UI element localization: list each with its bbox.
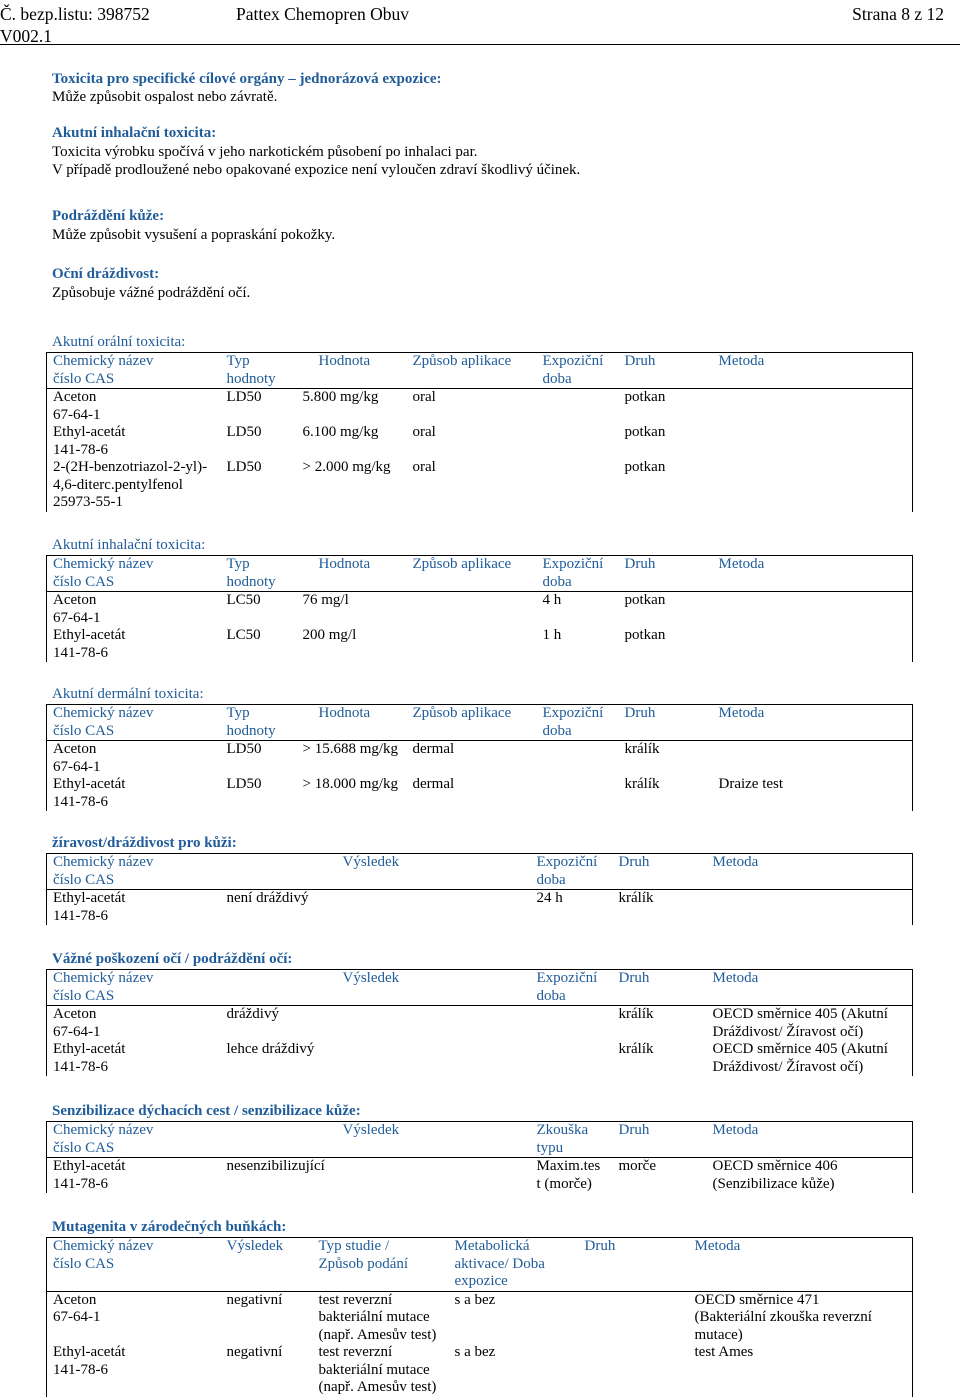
row-cas: 141-78-6 [47, 794, 221, 812]
dermal-title: Akutní dermální toxicita: [52, 686, 204, 702]
col-chem-name: Chemický název [47, 1122, 221, 1140]
row-test-cont: t (morče) [536, 1175, 592, 1192]
col-cas: číslo CAS [47, 988, 221, 1006]
doc-number: Č. bezp.listu: 398752 [0, 4, 150, 24]
table-row [47, 459, 913, 477]
row-method-cont: Dráždivost/ Žíravost očí) [707, 1059, 913, 1077]
col-cas: číslo CAS [47, 872, 221, 890]
row-value: > 15.688 mg/kg [302, 741, 399, 757]
row-cas: 141-78-6 [47, 442, 221, 460]
row-species: potkan [624, 627, 666, 643]
table-row [47, 424, 913, 442]
row-cas: 25973-55-1 [47, 494, 221, 512]
row-cas: 67-64-1 [47, 407, 221, 425]
col-exposure-2: doba [537, 723, 619, 741]
col-species: Druh [579, 1238, 689, 1256]
row-species: potkan [624, 592, 666, 608]
row-route: oral [412, 424, 436, 440]
col-cas: číslo CAS [47, 371, 221, 389]
row-cas: 141-78-6 [47, 908, 221, 926]
mutagenicity-table [46, 1237, 912, 1397]
col-method: Metoda [707, 970, 913, 988]
row-route: oral [412, 459, 436, 475]
col-cas: číslo CAS [47, 723, 221, 741]
row-cas: 67-64-1 [47, 610, 221, 628]
row-value: 200 mg/l [302, 627, 357, 643]
row-exposure: 4 h [542, 592, 562, 608]
table-row [47, 1344, 913, 1362]
row-result: negativní [226, 1344, 283, 1360]
col-route: Způsob aplikace [407, 556, 537, 574]
row-method: OECD směrnice 471 [689, 1291, 913, 1309]
table-row [47, 741, 913, 759]
col-activation-2: aktivace/ Doba [454, 1255, 545, 1272]
col-type: Typ [221, 556, 297, 574]
col-chem-name: Chemický název [47, 705, 221, 723]
col-value: Hodnota [297, 353, 407, 371]
stot-text: Může způsobit ospalost nebo závratě. [52, 89, 278, 105]
row-value: > 18.000 mg/kg [302, 776, 399, 792]
row-name: Aceton [47, 389, 221, 407]
row-value: 76 mg/l [302, 592, 349, 608]
col-type-2: hodnoty [221, 723, 297, 741]
col-study-2: Způsob podání [318, 1255, 409, 1272]
col-chem-name: Chemický název [47, 854, 221, 872]
row-route: oral [412, 389, 436, 405]
row-cas: 141-78-6 [47, 1176, 221, 1194]
col-route: Způsob aplikace [407, 705, 537, 723]
table-row [47, 1006, 913, 1024]
row-value: 5.800 mg/kg [302, 389, 379, 405]
stot-title: Toxicita pro specifické cílové orgány – jednorázová expozice: [52, 71, 442, 87]
oral-table [46, 352, 912, 512]
eye-damage-table [46, 969, 912, 1076]
eye-irritation-text: Způsobuje vážné podráždění očí. [52, 285, 251, 301]
row-method-cont: Dráždivost/ Žíravost očí) [707, 1024, 913, 1042]
inhalation-text-1: Toxicita výrobku spočívá v jeho narkotickém působení po inhalaci par. [52, 144, 478, 160]
row-cas: 141-78-6 [47, 1059, 221, 1077]
row-species: potkan [624, 424, 666, 440]
col-exposure-2: doba [531, 988, 613, 1006]
col-result: Výsledek [221, 1238, 313, 1256]
col-cas: číslo CAS [47, 574, 221, 592]
col-chem-name: Chemický název [47, 353, 221, 371]
row-route: dermal [412, 741, 455, 757]
col-activation: Metabolická [449, 1238, 579, 1256]
row-method-cont: (Bakteriální zkouška reverzní [689, 1309, 913, 1327]
col-exposure: Expoziční [531, 970, 613, 988]
col-cas: číslo CAS [47, 1256, 221, 1274]
row-species: králík [618, 1041, 654, 1057]
header-divider [0, 44, 960, 45]
row-route: dermal [412, 776, 455, 792]
row-value: 6.100 mg/kg [302, 424, 379, 440]
row-name: Ethyl-acetát [47, 890, 221, 908]
row-type: LC50 [226, 592, 261, 608]
row-name: Aceton [47, 1006, 221, 1024]
row-method: test Ames [689, 1344, 913, 1362]
row-method-cont: (Senzibilizace kůže) [707, 1176, 913, 1194]
table-row [47, 389, 913, 407]
table-row [47, 1041, 913, 1059]
table-row [47, 1291, 913, 1309]
row-activation: s a bez [454, 1291, 496, 1308]
row-study-cont: bakteriální mutace [318, 1361, 430, 1378]
row-result: lehce dráždivý [226, 1041, 315, 1057]
table-row [47, 592, 913, 610]
row-method: OECD směrnice 405 (Akutní [707, 1041, 913, 1059]
col-species: Druh [613, 970, 707, 988]
row-method: OECD směrnice 405 (Akutní [707, 1006, 913, 1024]
inhal-table-title: Akutní inhalační toxicita: [52, 537, 206, 553]
table-row [47, 627, 913, 645]
row-name: Ethyl-acetát [47, 1158, 221, 1176]
row-type: LD50 [226, 424, 262, 440]
table-row [47, 1158, 913, 1176]
col-species: Druh [619, 353, 713, 371]
col-value: Hodnota [297, 705, 407, 723]
row-test: Maxim.tes [536, 1158, 601, 1174]
col-type: Typ [221, 705, 297, 723]
row-exposure: 24 h [536, 890, 563, 906]
product-name: Pattex Chemopren Obuv [236, 4, 410, 24]
row-species: králík [618, 890, 654, 906]
page-header [0, 0, 960, 46]
col-exposure: Expoziční [537, 556, 619, 574]
page-number: Strana 8 z 12 [852, 4, 944, 24]
row-result: dráždivý [226, 1006, 279, 1022]
inhalation-title: Akutní inhalační toxicita: [52, 125, 217, 141]
dermal-table [46, 704, 912, 811]
row-name: Aceton [47, 1291, 221, 1309]
col-method: Metoda [707, 854, 913, 872]
row-name: Ethyl-acetát [47, 424, 221, 442]
row-exposure: 1 h [542, 627, 562, 643]
col-exposure: Expoziční [537, 353, 619, 371]
row-species: morče [618, 1158, 656, 1174]
row-name-cont: 4,6-diterc.pentylfenol [47, 477, 221, 495]
col-study: Typ studie / [313, 1238, 449, 1256]
row-name: Ethyl-acetát [47, 776, 221, 794]
row-species: potkan [624, 389, 666, 405]
eye-damage-title: Vážné poškození očí / podráždění očí: [52, 951, 293, 967]
row-species: králík [624, 741, 660, 757]
row-method-cont: mutace) [689, 1327, 913, 1345]
row-study: test reverzní [318, 1344, 393, 1360]
row-name: Ethyl-acetát [47, 1041, 221, 1059]
row-method: OECD směrnice 406 [707, 1158, 913, 1176]
inhal-table [46, 555, 912, 662]
col-method: Metoda [713, 556, 913, 574]
oral-title: Akutní orální toxicita: [52, 334, 186, 350]
col-species: Druh [613, 1122, 707, 1140]
col-exposure: Expoziční [531, 854, 613, 872]
col-species: Druh [619, 705, 713, 723]
col-test-2: typu [531, 1140, 613, 1158]
col-chem-name: Chemický název [47, 556, 221, 574]
col-type-2: hodnoty [221, 371, 297, 389]
version: V002.1 [0, 26, 53, 46]
col-exposure-2: doba [531, 872, 613, 890]
col-chem-name: Chemický název [47, 970, 221, 988]
row-study-cont: bakteriální mutace [318, 1309, 430, 1325]
col-species: Druh [619, 556, 713, 574]
row-name: Ethyl-acetát [47, 627, 221, 645]
col-result: Výsledek [221, 970, 531, 988]
row-result: není dráždivý [226, 890, 309, 906]
row-study: test reverzní [318, 1291, 393, 1308]
col-exposure-2: doba [537, 371, 619, 389]
col-value: Hodnota [297, 556, 407, 574]
row-cas: 67-64-1 [47, 1309, 221, 1327]
row-species: potkan [624, 459, 666, 475]
eye-irritation-title: Oční dráždivost: [52, 266, 160, 282]
col-type: Typ [221, 353, 297, 371]
row-species: králík [618, 1006, 654, 1022]
row-cas: 141-78-6 [47, 645, 221, 663]
row-result: nesenzibilizující [226, 1158, 325, 1174]
table-row [47, 890, 913, 908]
row-name: Aceton [47, 741, 221, 759]
row-value: > 2.000 mg/kg [302, 459, 391, 475]
skin-irritation-text: Může způsobit vysušení a popraskání pokožky. [52, 227, 336, 243]
col-exposure-2: doba [537, 574, 619, 592]
row-type: LD50 [226, 389, 262, 405]
row-name: Ethyl-acetát [47, 1344, 221, 1362]
row-name: Aceton [47, 592, 221, 610]
row-result: negativní [226, 1291, 283, 1308]
col-test: Zkouška [531, 1122, 613, 1140]
inhalation-text-2: V případě prodloužené nebo opakované expozice není vyloučen zdraví škodlivý účinek. [52, 162, 581, 178]
table-row [47, 776, 913, 794]
skin-irritation-title: Podráždění kůže: [52, 208, 165, 224]
col-exposure: Expoziční [537, 705, 619, 723]
mutagenicity-title: Mutagenita v zárodečných buňkách: [52, 1219, 287, 1235]
row-study-cont: (např. Amesův test) [318, 1379, 437, 1395]
col-route: Způsob aplikace [407, 353, 537, 371]
col-result: Výsledek [221, 854, 531, 872]
col-result: Výsledek [221, 1122, 531, 1140]
row-cas: 67-64-1 [47, 1024, 221, 1042]
row-type: LD50 [226, 741, 262, 757]
col-species: Druh [613, 854, 707, 872]
col-method: Metoda [707, 1122, 913, 1140]
sensitization-table [46, 1121, 912, 1193]
row-cas: 141-78-6 [47, 1362, 221, 1380]
row-activation: s a bez [454, 1344, 496, 1360]
row-type: LD50 [226, 459, 262, 475]
corrosion-table [46, 853, 912, 925]
col-method: Metoda [689, 1238, 913, 1256]
col-cas: číslo CAS [47, 1140, 221, 1158]
col-activation-3: expozice [449, 1273, 579, 1291]
row-type: LD50 [226, 776, 262, 792]
row-method: Draize test [713, 776, 913, 794]
col-chem-name: Chemický název [47, 1238, 221, 1256]
col-method: Metoda [713, 705, 913, 723]
col-type-2: hodnoty [221, 574, 297, 592]
row-type: LC50 [226, 627, 261, 643]
row-species: králík [624, 776, 660, 792]
row-cas: 67-64-1 [47, 759, 221, 777]
row-study-cont: (např. Amesův test) [318, 1326, 437, 1343]
col-method: Metoda [713, 353, 913, 371]
row-name: 2-(2H-benzotriazol-2-yl)- [47, 459, 221, 477]
corrosion-title: žíravost/dráždivost pro kůži: [52, 835, 237, 851]
sensitization-title: Senzibilizace dýchacích cest / senzibilizace kůže: [52, 1103, 361, 1119]
